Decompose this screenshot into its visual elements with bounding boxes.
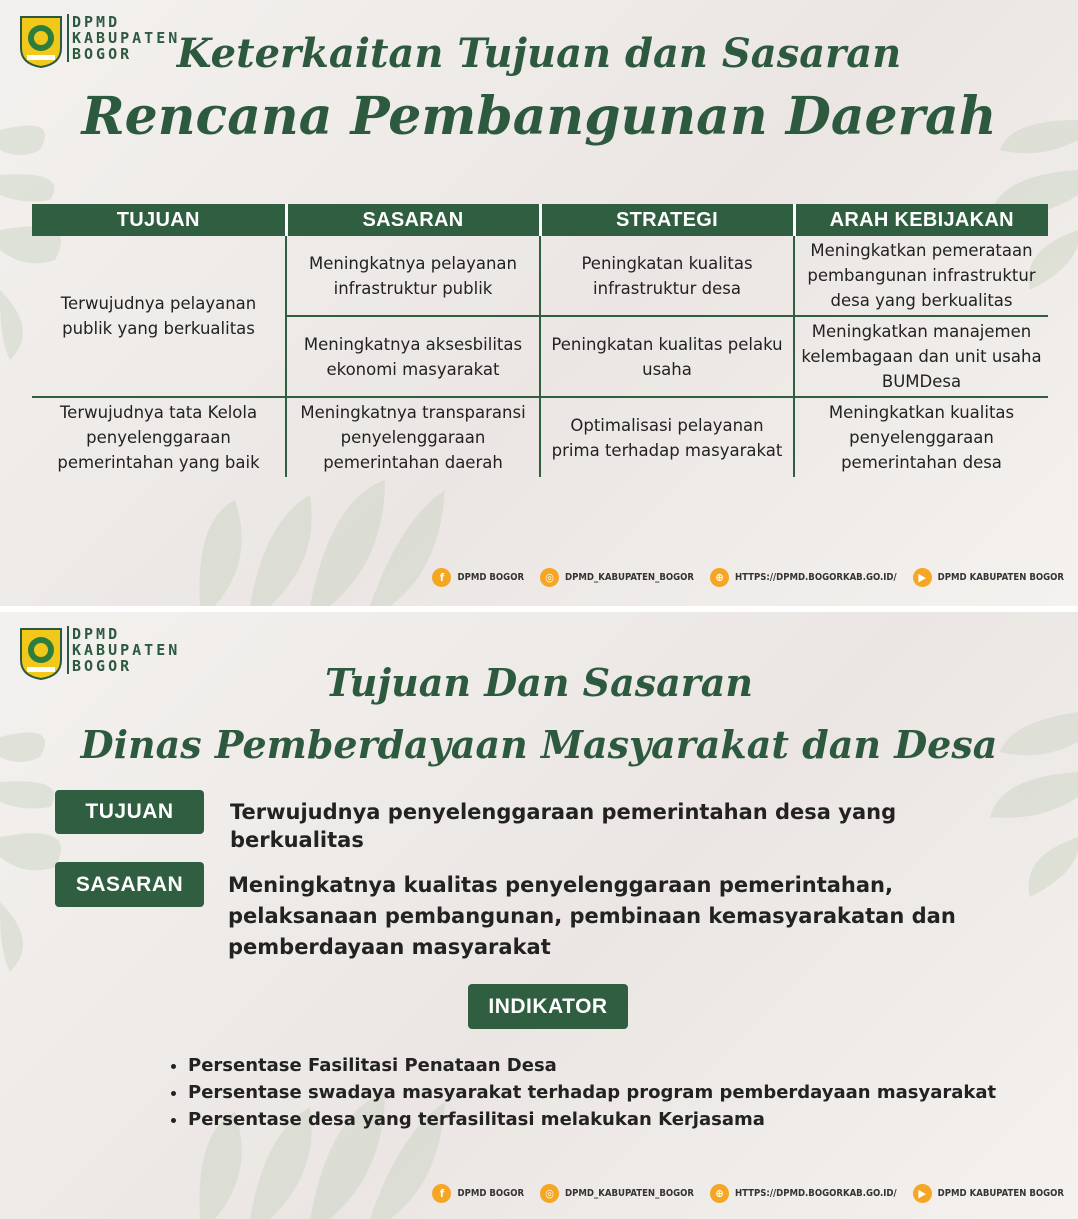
rpd-table <box>32 204 1048 477</box>
youtube-icon: ▶ <box>913 568 932 587</box>
logo-line-3: BOGOR <box>72 657 133 675</box>
footer-website[interactable]: ⊕ HTTPS://DPMD.BOGORKAB.GO.ID/ <box>710 568 897 587</box>
slide1-title-line2: Rencana Pembangunan Daerah <box>81 86 997 147</box>
header-tujuan: TUJUAN <box>32 204 286 236</box>
footer-facebook[interactable]: f DPMD BOGOR <box>432 568 524 587</box>
cell-arah: Meningkatkan kualitas penyelenggaraan pemerintahan desa <box>828 403 1015 472</box>
footer-instagram[interactable]: ◎ DPMD_KABUPATEN_BOGOR <box>540 568 694 587</box>
cell-strategi: Peningkatan kualitas pelaku usaha <box>540 316 794 397</box>
slide2-title-line2: Dinas Pemberdayaan Masyarakat dan Desa <box>80 722 998 767</box>
indikator-list <box>150 1052 996 1133</box>
header-strategi: STRATEGI <box>540 204 794 236</box>
cell-sasaran: Meningkatnya pelayanan infrastruktur publik <box>286 236 540 316</box>
logo-line-2: KABUPATEN <box>72 641 181 659</box>
slide-dpmd <box>0 612 1078 1219</box>
logo-line-2: KABUPATEN <box>72 29 181 47</box>
instagram-icon: ◎ <box>540 568 559 587</box>
footer-website[interactable]: ⊕ HTTPS://DPMD.BOGORKAB.GO.ID/ <box>710 1184 897 1203</box>
cell-arah: Meningkatkan pemerataan pembangunan infrastruktur desa yang berkualitas <box>794 236 1048 316</box>
cell-strategi: Peningkatan kualitas infrastruktur desa <box>540 236 794 316</box>
globe-icon: ⊕ <box>710 1184 729 1203</box>
footer-youtube[interactable]: ▶ DPMD KABUPATEN BOGOR <box>913 1184 1064 1203</box>
footer-facebook[interactable]: f DPMD BOGOR <box>432 1184 524 1203</box>
footer-instagram[interactable]: ◎ DPMD_KABUPATEN_BOGOR <box>540 1184 694 1203</box>
social-footer <box>416 568 1064 587</box>
youtube-icon: ▶ <box>913 1184 932 1203</box>
cell-strategi: Optimalisasi pelayanan prima terhadap masyarakat <box>540 397 794 477</box>
facebook-icon: f <box>432 568 451 587</box>
logo-line-3: BOGOR <box>72 45 133 63</box>
tujuan-text: Terwujudnya penyelenggaraan pemerintahan desa yang berkualitas <box>230 800 897 852</box>
facebook-icon: f <box>432 1184 451 1203</box>
cell-tujuan: Terwujudnya pelayanan publik yang berkualitas <box>32 236 286 397</box>
slide-rpd <box>0 0 1078 606</box>
table-header-row <box>32 204 1048 236</box>
globe-icon: ⊕ <box>710 568 729 587</box>
indikator-label: INDIKATOR <box>468 984 628 1029</box>
list-item: • Persentase desa yang terfasilitasi melakukan Kerjasama <box>188 1106 996 1133</box>
sasaran-text: Meningkatnya kualitas penyelenggaraan pemerintahan, pelaksanaan pembangunan, pembinaan kemasyarakatan dan pemberdayaan masyarakat <box>228 873 956 959</box>
logo-line-1: DPMD <box>72 625 121 643</box>
instagram-icon: ◎ <box>540 1184 559 1203</box>
slide2-title-line1: Tujuan Dan Sasaran <box>324 660 754 705</box>
table-row <box>32 397 1048 477</box>
table-row <box>32 236 1048 316</box>
list-item: • Persentase Fasilitasi Penataan Desa <box>188 1052 996 1079</box>
header-sasaran: SASARAN <box>286 204 540 236</box>
slide1-title-line1: Keterkaitan Tujuan dan Sasaran <box>176 30 902 77</box>
header-arah-kebijakan: ARAH KEBIJAKAN <box>794 204 1048 236</box>
cell-sasaran: Meningkatnya transparansi penyelenggaraan pemerintahan daerah <box>286 397 540 477</box>
social-footer <box>416 1184 1064 1203</box>
cell-tujuan: Terwujudnya tata Kelola penyelenggaraan pemerintahan yang baik <box>32 397 286 477</box>
logo-line-1: DPMD <box>72 13 121 31</box>
cell-arah: Meningkatkan manajemen kelembagaan dan unit usaha BUMDesa <box>794 316 1048 397</box>
cell-sasaran: Meningkatnya aksesbilitas ekonomi masyarakat <box>286 316 540 397</box>
tujuan-label: TUJUAN <box>55 790 204 834</box>
sasaran-label: SASARAN <box>55 862 204 907</box>
footer-youtube[interactable]: ▶ DPMD KABUPATEN BOGOR <box>913 568 1064 587</box>
list-item: • Persentase swadaya masyarakat terhadap program pemberdayaan masyarakat <box>188 1079 996 1106</box>
